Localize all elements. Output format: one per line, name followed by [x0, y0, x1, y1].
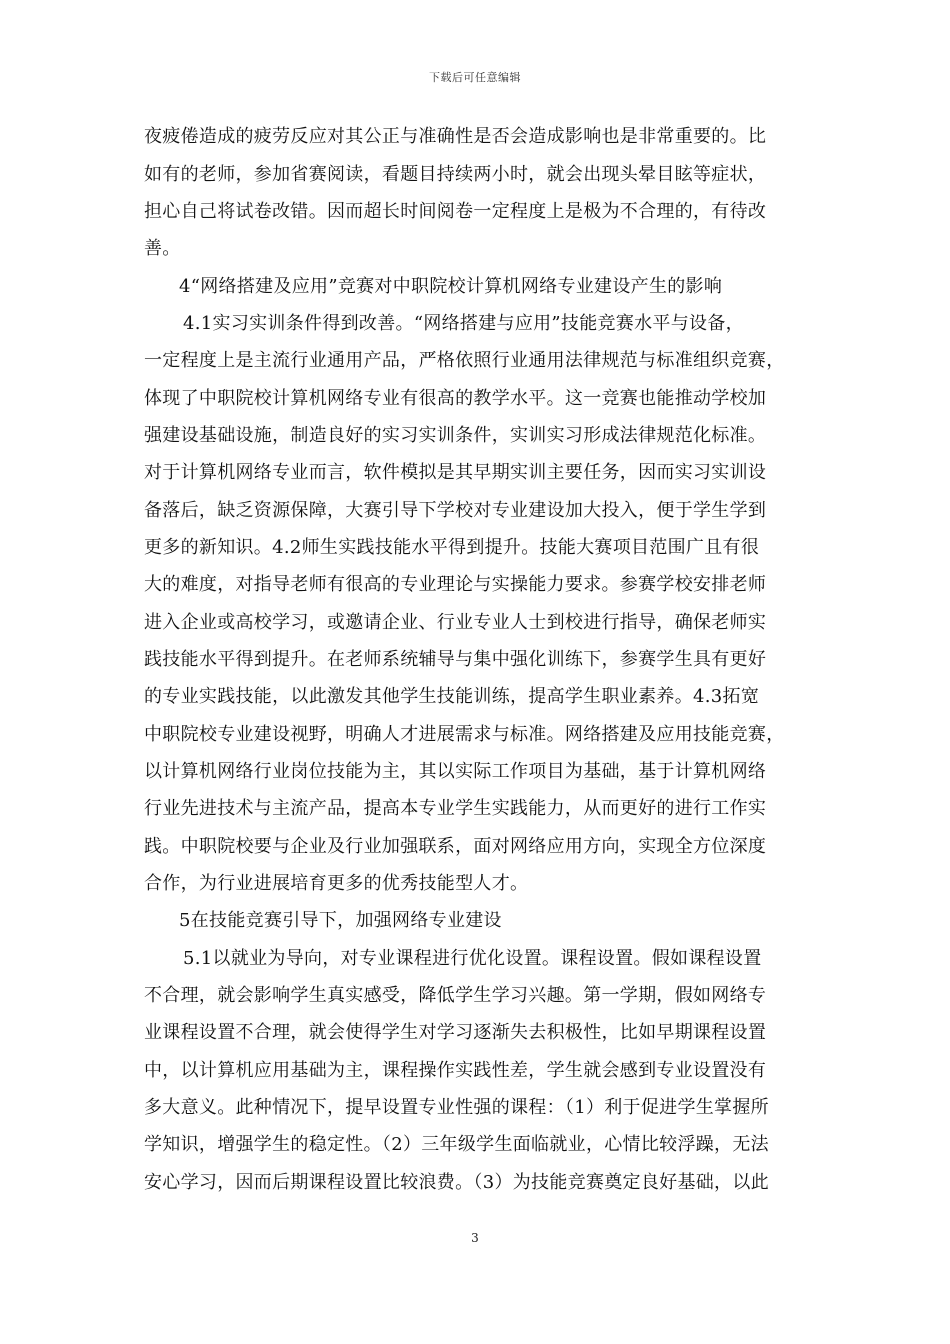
body-line: 业课程设置不合理，就会使得学生对学习逐渐失去积极性，比如早期课程设置 [144, 1022, 767, 1043]
body-line: 的专业实践技能，以此激发其他学生技能训练，提高学生职业素养。4.3拓宽 [144, 686, 760, 707]
body-line: 多大意义。此种情况下，提早设置专业性强的课程：（1）利于促进学生掌握所 [144, 1097, 769, 1118]
body-line: 不合理，就会影响学生真实感受，降低学生学习兴趣。第一学期，假如网络专 [144, 985, 767, 1006]
body-line: 4.1实习实训条件得到改善。“网络搭建与应用”技能竞赛水平与设备， [183, 313, 744, 334]
body-line: 担心自己将试卷改错。因而超长时间阅卷一定程度上是极为不合理的，有待改 [144, 201, 767, 222]
section-heading-4: 4“网络搭建及应用”竞赛对中职院校计算机网络专业建设产生的影响 [179, 276, 723, 297]
body-line: 合作，为行业进展培育更多的优秀技能型人才。 [144, 873, 529, 894]
body-line: 备落后，缺乏资源保障，大赛引导下学校对专业建设加大投入，便于学生学到 [144, 500, 767, 521]
body-line: 体现了中职院校计算机网络专业有很高的教学水平。这一竞赛也能推动学校加 [144, 388, 767, 409]
body-line: 进入企业或高校学习，或邀请企业、行业专业人士到校进行指导，确保老师实 [144, 612, 767, 633]
section-heading-5: 5在技能竞赛引导下，加强网络专业建设 [179, 910, 502, 931]
body-line: 一定程度上是主流行业通用产品，严格依照行业通用法律规范与标准组织竞赛， [144, 350, 785, 371]
body-line: 更多的新知识。4.2师生实践技能水平得到提升。技能大赛项目范围广且有很 [144, 537, 760, 558]
page-header-note: 下载后可任意编辑 [429, 71, 521, 84]
body-line: 夜疲倦造成的疲劳反应对其公正与准确性是否会造成影响也是非常重要的。比 [144, 126, 767, 147]
body-line: 学知识，增强学生的稳定性。（2）三年级学生面临就业，心情比较浮躁，无法 [144, 1134, 769, 1155]
body-line: 以计算机网络行业岗位技能为主，其以实际工作项目为基础，基于计算机网络 [144, 761, 767, 782]
body-line: 对于计算机网络专业而言，软件模拟是其早期实训主要任务，因而实习实训设 [144, 462, 767, 483]
body-line: 行业先进技术与主流产品，提高本专业学生实践能力，从而更好的进行工作实 [144, 798, 767, 819]
body-line: 安心学习，因而后期课程设置比较浪费。（3）为技能竞赛奠定良好基础，以此 [144, 1172, 769, 1193]
body-line: 强建设基础设施，制造良好的实习实训条件，实训实习形成法律规范化标准。 [144, 425, 767, 446]
body-line: 善。 [144, 238, 181, 259]
body-line: 5.1以就业为导向，对专业课程进行优化设置。课程设置。假如课程设置 [183, 948, 762, 969]
page-number: 3 [471, 1231, 479, 1245]
body-line: 践。中职院校要与企业及行业加强联系，面对网络应用方向，实现全方位深度 [144, 836, 767, 857]
body-line: 中职院校专业建设视野，明确人才进展需求与标准。网络搭建及应用技能竞赛， [144, 724, 785, 745]
body-line: 中，以计算机应用基础为主，课程操作实践性差，学生就会感到专业设置没有 [144, 1060, 767, 1081]
body-line: 践技能水平得到提升。在老师系统辅导与集中强化训练下，参赛学生具有更好 [144, 649, 767, 670]
body-line: 大的难度，对指导老师有很高的专业理论与实操能力要求。参赛学校安排老师 [144, 574, 767, 595]
body-line: 如有的老师，参加省赛阅读，看题目持续两小时，就会出现头晕目眩等症状， [144, 164, 767, 185]
